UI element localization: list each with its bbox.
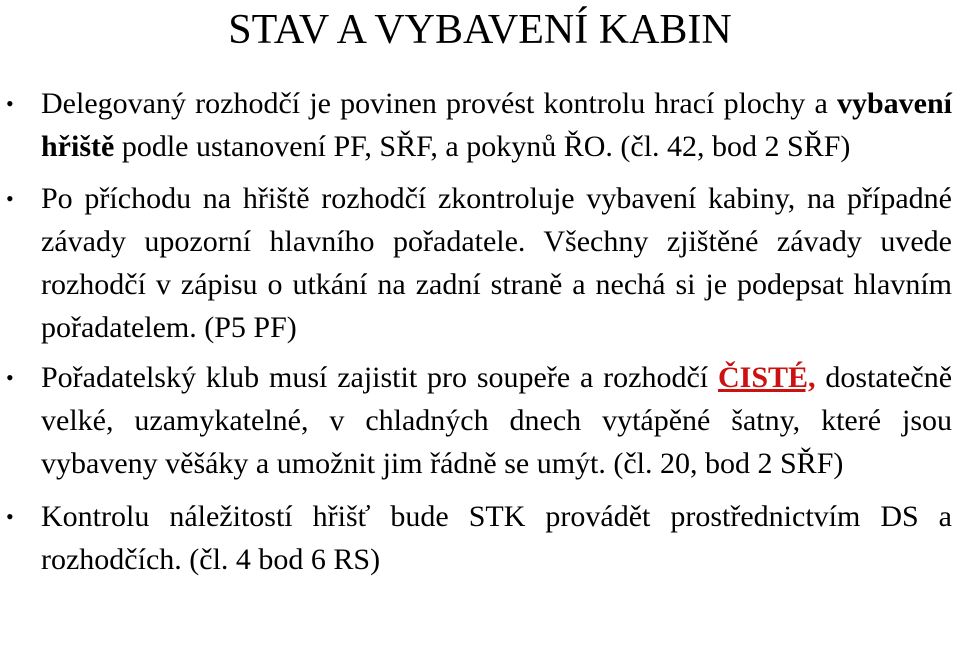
bullet-icon: • — [6, 504, 14, 529]
bullet-item-inspection — [0, 82, 960, 168]
bullet-item-stk-control — [0, 495, 960, 581]
highlight-word: ČISTÉ, — [718, 361, 816, 394]
bold-phrase: vybavení hřiště — [41, 87, 952, 163]
bullet-text: podle ustanovení PF, SŘF, a pokynů ŘO. (čl. 42, bod 2 SŘF) — [114, 130, 851, 163]
bullet-text: Po příchodu na hřiště rozhodčí zkontroluje vybavení kabiny, na případné závady upozorní hlavního pořadatele. Všechny zjištěné závady uvede rozhodčí v zápisu o utkání na zadní straně a nechá si je podepsat hlavním pořadatelem. (P5 PF) — [41, 182, 952, 344]
bullet-icon: • — [6, 91, 14, 116]
bullet-list — [0, 82, 960, 581]
bullet-text: Kontrolu náležitostí hřišť bude STK provádět prostřednictvím DS a rozhodčích. (čl. 4 bod 6 RS) — [41, 500, 952, 576]
bullet-icon: • — [6, 365, 14, 390]
bullet-text: Delegovaný rozhodčí je povinen provést kontrolu hrací plochy a — [41, 87, 837, 120]
bullet-icon: • — [6, 186, 14, 211]
bullet-item-cabin-check — [0, 177, 960, 349]
bullet-text: dostatečně velké, uzamykatelné, v chladných dnech vytápěné šatny, které jsou vybaveny věšáky a umožnit jim řádně se umýt. (čl. 20, bod 2 SŘF) — [41, 361, 953, 480]
bullet-text: Pořadatelský klub musí zajistit pro soupeře a rozhodčí — [41, 361, 718, 394]
slide-title: STAV A VYBAVENÍ KABIN — [228, 7, 732, 53]
bullet-item-club-duty — [0, 356, 960, 485]
